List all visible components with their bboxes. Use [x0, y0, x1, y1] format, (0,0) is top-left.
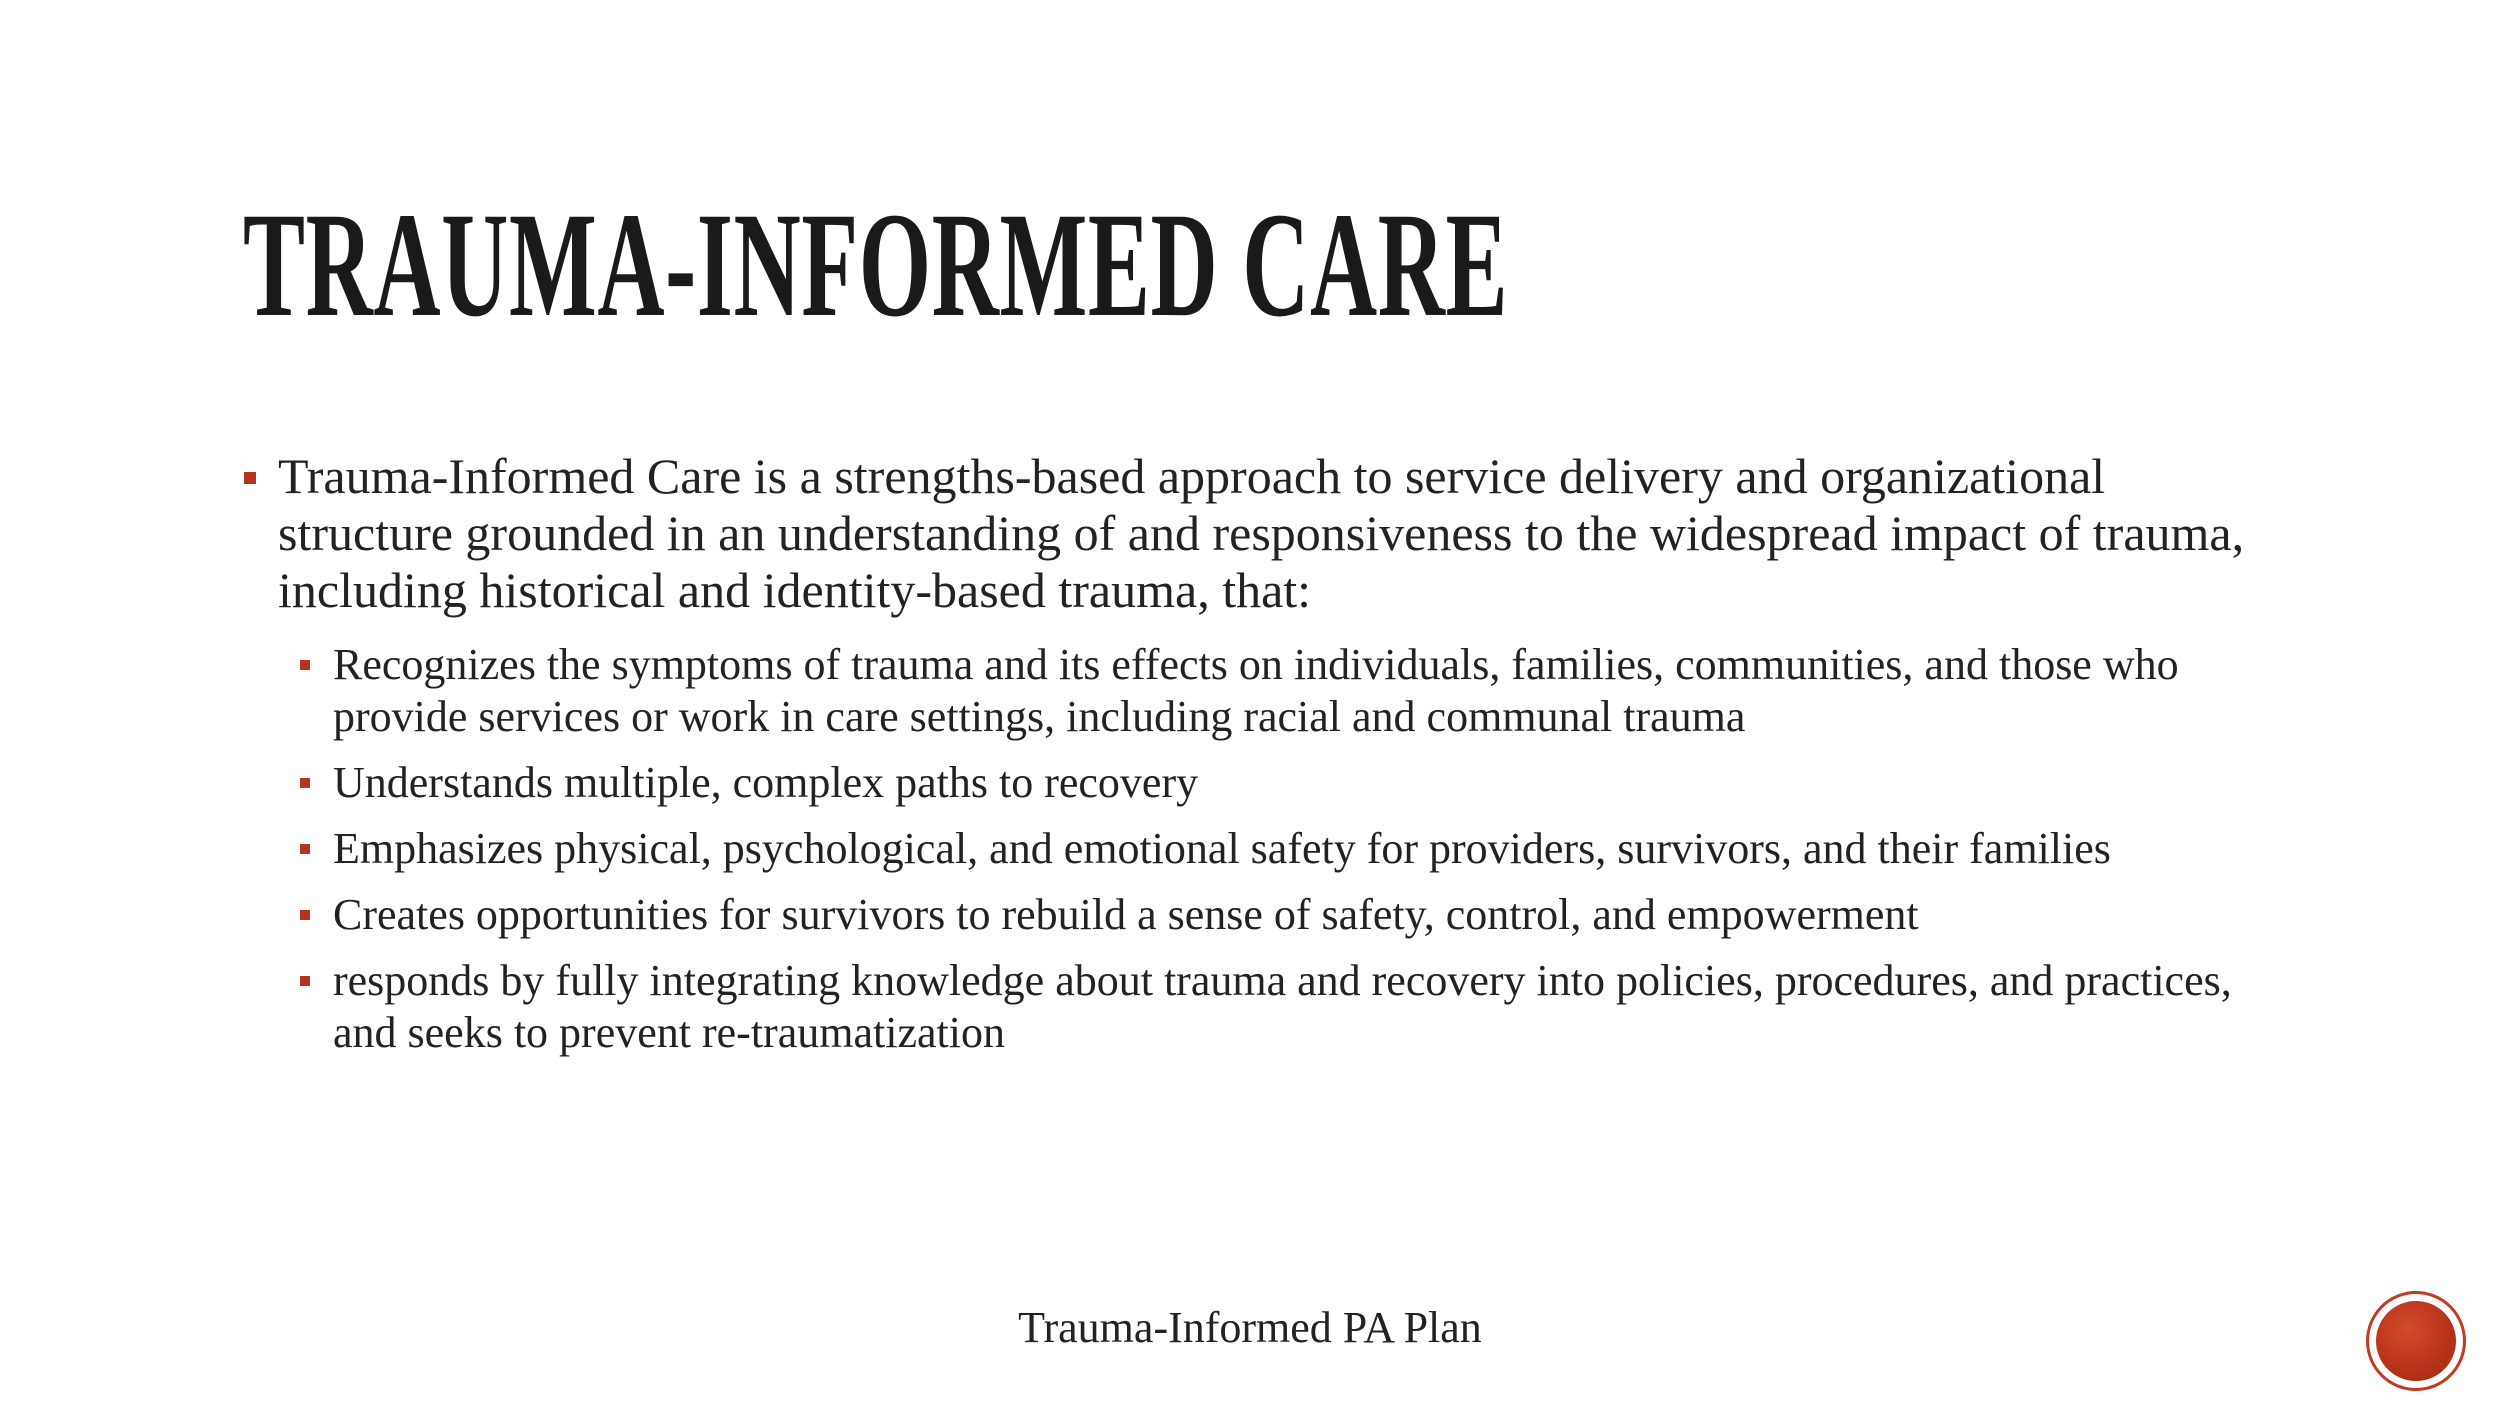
sub-bullet-item	[297, 889, 2280, 941]
square-bullet-icon	[300, 910, 310, 920]
square-bullet-icon	[300, 976, 310, 986]
square-bullet-icon	[300, 778, 310, 788]
square-bullet-icon	[244, 472, 256, 484]
slide-footer: Trauma-Informed PA Plan	[1018, 1303, 1482, 1352]
badge-fill	[2376, 1301, 2456, 1381]
sub-bullet-list	[297, 639, 2280, 1059]
square-bullet-icon	[300, 844, 310, 854]
sub-bullet-text: Emphasizes physical, psychological, and emotional safety for providers, survivors, and their families	[333, 824, 2111, 873]
main-bullet-point	[240, 448, 2280, 619]
sub-bullet-text: Recognizes the symptoms of trauma and its effects on individuals, families, communities, and those who provide services or work in care settings, including racial and communal trauma	[333, 640, 2179, 741]
sub-bullet-item	[297, 757, 2280, 809]
sub-bullet-item	[297, 823, 2280, 875]
sub-bullet-text: Understands multiple, complex paths to recovery	[333, 758, 1199, 807]
sub-bullet-item	[297, 639, 2280, 743]
sub-bullet-text: Creates opportunities for survivors to rebuild a sense of safety, control, and empowerment	[333, 890, 1919, 939]
slide-title: TRAUMA-INFORMED CARE	[243, 182, 1509, 348]
sub-bullet-item	[297, 955, 2280, 1059]
slide-number-badge-icon	[2369, 1294, 2463, 1388]
main-bullet-text: Trauma-Informed Care is a strengths-based approach to service delivery and organizational structure grounded in an understanding of and responsiveness to the widespread impact of trauma, including historical and identity-based trauma, that:	[278, 448, 2245, 618]
slide-body	[240, 448, 2280, 1073]
square-bullet-icon	[300, 660, 310, 670]
sub-bullet-text: responds by fully integrating knowledge about trauma and recovery into policies, procedures, and practices, and seeks to prevent re-traumatization	[333, 956, 2232, 1057]
